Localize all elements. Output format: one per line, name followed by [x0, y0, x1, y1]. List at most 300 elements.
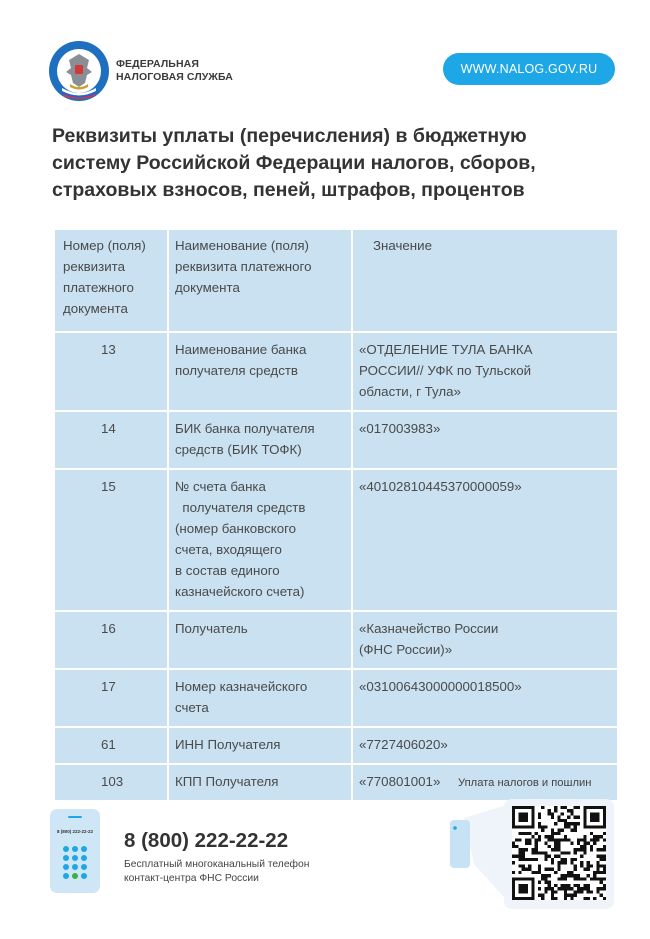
- qr-module: [557, 845, 560, 848]
- field-name-line: казначейского счета): [175, 584, 305, 599]
- qr-module: [557, 838, 560, 841]
- field-name-line: счета: [175, 700, 209, 715]
- phone-speaker: [68, 816, 82, 818]
- qr-module: [587, 864, 590, 867]
- keypad-dot: [63, 864, 69, 870]
- qr-module: [587, 842, 590, 845]
- qr-module: [544, 858, 547, 861]
- qr-module: [574, 829, 577, 832]
- qr-module: [587, 890, 590, 893]
- qr-module: [574, 822, 577, 825]
- qr-module: [528, 842, 531, 845]
- field-value: [352, 669, 618, 727]
- qr-module: [574, 816, 577, 819]
- qr-module: [570, 887, 573, 890]
- field-name: [168, 727, 352, 764]
- qr-module: [522, 848, 525, 851]
- qr-module: [544, 851, 547, 854]
- keypad-dot: [63, 846, 69, 852]
- qr-module: [548, 812, 551, 815]
- field-name-line: БИК банка получателя: [175, 421, 315, 436]
- qr-module: [577, 887, 580, 890]
- qr-module: [596, 861, 599, 864]
- qr-module: [574, 851, 577, 854]
- qr-module: [544, 842, 547, 845]
- qr-module: [544, 877, 547, 880]
- qr-module: [567, 874, 570, 877]
- qr-module: [603, 897, 606, 900]
- qr-module: [554, 871, 557, 874]
- qr-module: [515, 845, 518, 848]
- field-value-line: «770801001»: [359, 774, 441, 789]
- qr-module: [587, 887, 590, 890]
- qr-module: [596, 864, 599, 867]
- qr-module: [596, 887, 599, 890]
- qr-module: [561, 887, 564, 890]
- keypad-dot: [81, 846, 87, 852]
- qr-module: [593, 838, 596, 841]
- field-value-line: «7727406020»: [359, 737, 448, 752]
- field-value: [352, 611, 618, 669]
- qr-module: [577, 877, 580, 880]
- qr-module: [596, 868, 599, 871]
- qr-module: [564, 884, 567, 887]
- qr-module: [554, 890, 557, 893]
- qr-module: [580, 861, 583, 864]
- field-value: [352, 411, 618, 469]
- qr-module: [538, 812, 541, 815]
- qr-module: [548, 809, 551, 812]
- qr-module: [541, 825, 544, 828]
- qr-module: [541, 851, 544, 854]
- field-name: [168, 411, 352, 469]
- qr-module: [538, 887, 541, 890]
- field-number: 103: [54, 764, 168, 801]
- qr-module: [570, 858, 573, 861]
- qr-module: [583, 842, 586, 845]
- qr-module: [512, 842, 515, 845]
- qr-module: [551, 894, 554, 897]
- qr-module: [518, 832, 521, 835]
- qr-finder-center: [518, 884, 528, 894]
- qr-module: [564, 877, 567, 880]
- field-name: [168, 332, 352, 411]
- qr-module: [567, 816, 570, 819]
- qr-module: [531, 851, 534, 854]
- qr-module: [596, 835, 599, 838]
- qr-module: [567, 809, 570, 812]
- field-name-line: в состав единого: [175, 563, 280, 578]
- field-value-line: «03100643000000018500»: [359, 679, 522, 694]
- qr-module: [564, 897, 567, 900]
- qr-module: [535, 845, 538, 848]
- qr-module: [596, 877, 599, 880]
- qr-module: [541, 874, 544, 877]
- header-text: реквизита: [63, 259, 125, 274]
- qr-module: [580, 887, 583, 890]
- keypad-dot: [72, 846, 78, 852]
- qr-module: [557, 832, 560, 835]
- qr-module: [577, 822, 580, 825]
- qr-module: [600, 855, 603, 858]
- qr-module: [538, 871, 541, 874]
- qr-module: [590, 848, 593, 851]
- qr-module: [541, 897, 544, 900]
- qr-module: [525, 848, 528, 851]
- qr-module: [564, 890, 567, 893]
- qr-module: [541, 829, 544, 832]
- field-name-line: Наименование банка: [175, 342, 307, 357]
- qr-module: [557, 829, 560, 832]
- qr-module: [603, 864, 606, 867]
- qr-module: [557, 848, 560, 851]
- qr-module: [574, 825, 577, 828]
- qr-module: [554, 822, 557, 825]
- page-title: [52, 123, 622, 204]
- qr-module: [567, 884, 570, 887]
- header-text: Номер (поля): [63, 238, 146, 253]
- qr-module: [603, 838, 606, 841]
- qr-module: [590, 845, 593, 848]
- qr-module: [564, 819, 567, 822]
- qr-module: [557, 842, 560, 845]
- qr-module: [561, 829, 564, 832]
- qr-module: [548, 884, 551, 887]
- qr-module: [574, 874, 577, 877]
- hotline-number: 8 (800) 222-22-22: [124, 829, 289, 852]
- qr-module: [564, 894, 567, 897]
- field-name-line: ИНН Получателя: [175, 737, 281, 752]
- qr-module: [577, 816, 580, 819]
- qr-module: [548, 845, 551, 848]
- qr-module: [593, 871, 596, 874]
- qr-module: [525, 868, 528, 871]
- field-name-line: получателя средств: [175, 500, 306, 515]
- qr-module: [600, 871, 603, 874]
- table-row: [54, 332, 618, 411]
- qr-module: [522, 864, 525, 867]
- hotline-description: [124, 858, 309, 886]
- qr-module: [518, 848, 521, 851]
- qr-module: [580, 845, 583, 848]
- qr-module: [580, 838, 583, 841]
- qr-module: [603, 887, 606, 890]
- field-value-line: (ФНС России)»: [359, 642, 453, 657]
- qr-module: [551, 890, 554, 893]
- qr-module: [538, 864, 541, 867]
- qr-module: [564, 838, 567, 841]
- qr-module: [551, 812, 554, 815]
- qr-module: [512, 845, 515, 848]
- qr-module: [587, 874, 590, 877]
- qr-module: [535, 832, 538, 835]
- qr-module: [531, 848, 534, 851]
- qr-module: [557, 816, 560, 819]
- field-name-line: № счета банка: [175, 479, 266, 494]
- qr-module: [587, 884, 590, 887]
- qr-module: [583, 897, 586, 900]
- qr-module: [590, 890, 593, 893]
- phone-screen-number: 8 (800) 222-22-22: [56, 829, 94, 834]
- qr-module: [574, 890, 577, 893]
- qr-module: [538, 825, 541, 828]
- header-text: реквизита платежного: [175, 259, 312, 274]
- qr-module: [567, 825, 570, 828]
- qr-module: [596, 871, 599, 874]
- qr-module: [554, 806, 557, 809]
- qr-module: [583, 838, 586, 841]
- qr-module: [590, 864, 593, 867]
- table-row: [54, 611, 618, 669]
- qr-module: [525, 858, 528, 861]
- page-title-line2: систему Российской Федерации налогов, сборов,: [52, 152, 536, 174]
- qr-module: [577, 890, 580, 893]
- field-name-line: счета, входящего: [175, 542, 282, 557]
- qr-module: [557, 877, 560, 880]
- field-value-line: «40102810445370000059»: [359, 479, 522, 494]
- website-link-button[interactable]: WWW.NALOG.GOV.RU: [443, 53, 615, 85]
- qr-module: [600, 835, 603, 838]
- qr-module: [564, 858, 567, 861]
- keypad-dot: [81, 864, 87, 870]
- qr-module: [603, 868, 606, 871]
- qr-module: [551, 848, 554, 851]
- qr-module: [554, 848, 557, 851]
- table-row: [54, 727, 618, 764]
- qr-module: [554, 845, 557, 848]
- qr-module: [561, 838, 564, 841]
- qr-module: [603, 884, 606, 887]
- qr-module: [603, 877, 606, 880]
- qr-module: [574, 806, 577, 809]
- qr-module: [522, 851, 525, 854]
- qr-module: [574, 884, 577, 887]
- field-value: [352, 469, 618, 611]
- qr-module: [567, 822, 570, 825]
- field-number: 16: [54, 611, 168, 669]
- qr-module: [561, 874, 564, 877]
- field-value-line: «017003983»: [359, 421, 441, 436]
- qr-module: [557, 855, 560, 858]
- qr-module: [570, 829, 573, 832]
- qr-module: [596, 838, 599, 841]
- qr-module: [528, 838, 531, 841]
- qr-module: [548, 855, 551, 858]
- qr-module: [561, 851, 564, 854]
- qr-module: [544, 887, 547, 890]
- qr-module: [596, 855, 599, 858]
- qr-module: [567, 851, 570, 854]
- qr-module: [580, 890, 583, 893]
- qr-module: [583, 868, 586, 871]
- qr-module: [548, 835, 551, 838]
- qr-module: [538, 881, 541, 884]
- keypad-dot: [72, 873, 78, 879]
- qr-module: [583, 877, 586, 880]
- qr-module: [522, 832, 525, 835]
- qr-module: [583, 845, 586, 848]
- qr-module: [583, 884, 586, 887]
- qr-module: [603, 858, 606, 861]
- qr-module: [522, 858, 525, 861]
- qr-module: [554, 897, 557, 900]
- qr-module: [518, 838, 521, 841]
- qr-module: [590, 838, 593, 841]
- qr-module: [564, 835, 567, 838]
- header-text: Наименование (поля): [175, 238, 309, 253]
- qr-module: [548, 881, 551, 884]
- qr-module: [587, 861, 590, 864]
- qr-module: [538, 835, 541, 838]
- field-name: [168, 764, 352, 801]
- qr-module: [561, 812, 564, 815]
- qr-module: [574, 858, 577, 861]
- field-value-line: «ОТДЕЛЕНИЕ ТУЛА БАНКА: [359, 342, 533, 357]
- qr-module: [561, 861, 564, 864]
- table-row: [54, 469, 618, 611]
- table-header-row: [54, 229, 618, 332]
- qr-module: [557, 864, 560, 867]
- qr-module: [551, 858, 554, 861]
- qr-module: [580, 855, 583, 858]
- qr-module: [570, 861, 573, 864]
- field-name-line: КПП Получателя: [175, 774, 279, 789]
- qr-module: [512, 861, 515, 864]
- qr-module: [600, 864, 603, 867]
- qr-module: [518, 855, 521, 858]
- qr-caption: Уплата налогов и пошлин: [458, 777, 592, 789]
- qr-module: [512, 871, 515, 874]
- qr-module: [596, 890, 599, 893]
- qr-finder-center: [590, 812, 600, 822]
- qr-module: [554, 832, 557, 835]
- qr-module: [557, 861, 560, 864]
- header-text: Значение: [373, 238, 432, 253]
- qr-module: [544, 881, 547, 884]
- field-number: 15: [54, 469, 168, 611]
- qr-module: [561, 819, 564, 822]
- qr-module: [538, 822, 541, 825]
- qr-module: [548, 887, 551, 890]
- qr-module: [541, 894, 544, 897]
- qr-module: [567, 838, 570, 841]
- header-text: документа: [63, 301, 128, 316]
- qr-module: [567, 887, 570, 890]
- qr-module: [583, 887, 586, 890]
- qr-finder-center: [518, 812, 528, 822]
- field-value: [352, 332, 618, 411]
- qr-module: [554, 855, 557, 858]
- org-name-line1: ФЕДЕРАЛЬНАЯ: [116, 58, 199, 70]
- field-value: [352, 727, 618, 764]
- field-number: 13: [54, 332, 168, 411]
- header-text: документа: [175, 280, 240, 295]
- qr-module: [522, 855, 525, 858]
- page-title-line1: Реквизиты уплаты (перечисления) в бюджетную: [52, 125, 527, 147]
- qr-module: [564, 874, 567, 877]
- table-row: [54, 669, 618, 727]
- field-number: 61: [54, 727, 168, 764]
- qr-module: [551, 897, 554, 900]
- qr-module: [574, 894, 577, 897]
- keypad-dot: [81, 855, 87, 861]
- qr-module: [564, 822, 567, 825]
- field-number: 14: [54, 411, 168, 469]
- qr-module: [538, 838, 541, 841]
- header-value: [352, 229, 618, 332]
- qr-module: [570, 894, 573, 897]
- qr-code[interactable]: [512, 806, 606, 900]
- qr-module: [577, 842, 580, 845]
- qr-module: [570, 871, 573, 874]
- qr-module: [567, 894, 570, 897]
- qr-module: [561, 806, 564, 809]
- qr-module: [596, 848, 599, 851]
- qr-module: [531, 871, 534, 874]
- qr-module: [561, 884, 564, 887]
- qr-module: [564, 806, 567, 809]
- field-name: [168, 669, 352, 727]
- qr-module: [544, 890, 547, 893]
- qr-module: [531, 858, 534, 861]
- field-value-line: РОССИИ// УФК по Тульской: [359, 363, 532, 378]
- qr-module: [564, 825, 567, 828]
- qr-module: [570, 812, 573, 815]
- qr-module: [554, 842, 557, 845]
- hotline-desc-line2: контакт-центра ФНС России: [124, 873, 259, 884]
- qr-module: [544, 868, 547, 871]
- field-name-line: Получатель: [175, 621, 248, 636]
- qr-module: [538, 851, 541, 854]
- qr-module: [515, 838, 518, 841]
- field-name-line: (номер банковского: [175, 521, 297, 536]
- qr-module: [574, 868, 577, 871]
- field-name-line: получателя средств: [175, 363, 298, 378]
- org-name-line2: НАЛОГОВАЯ СЛУЖБА: [116, 71, 233, 83]
- qr-module: [544, 855, 547, 858]
- qr-module: [518, 858, 521, 861]
- qr-module: [525, 838, 528, 841]
- qr-module: [577, 848, 580, 851]
- qr-module: [515, 855, 518, 858]
- qr-module: [574, 877, 577, 880]
- qr-module: [603, 845, 606, 848]
- qr-module: [600, 877, 603, 880]
- qr-module: [593, 874, 596, 877]
- qr-module: [518, 851, 521, 854]
- qr-module: [593, 877, 596, 880]
- keypad-dot: [72, 855, 78, 861]
- qr-module: [535, 838, 538, 841]
- qr-module: [564, 887, 567, 890]
- qr-module: [535, 871, 538, 874]
- field-value-line: «Казначейство России: [359, 621, 499, 636]
- header-field-number: [54, 229, 168, 332]
- qr-module: [512, 855, 515, 858]
- header-text: платежного: [63, 280, 134, 295]
- qr-module: [583, 848, 586, 851]
- qr-module: [593, 842, 596, 845]
- qr-module: [554, 884, 557, 887]
- qr-module: [577, 806, 580, 809]
- qr-module: [557, 868, 560, 871]
- qr-module: [538, 868, 541, 871]
- qr-module: [570, 842, 573, 845]
- qr-module: [535, 851, 538, 854]
- qr-module: [603, 832, 606, 835]
- qr-module: [590, 877, 593, 880]
- qr-module: [548, 868, 551, 871]
